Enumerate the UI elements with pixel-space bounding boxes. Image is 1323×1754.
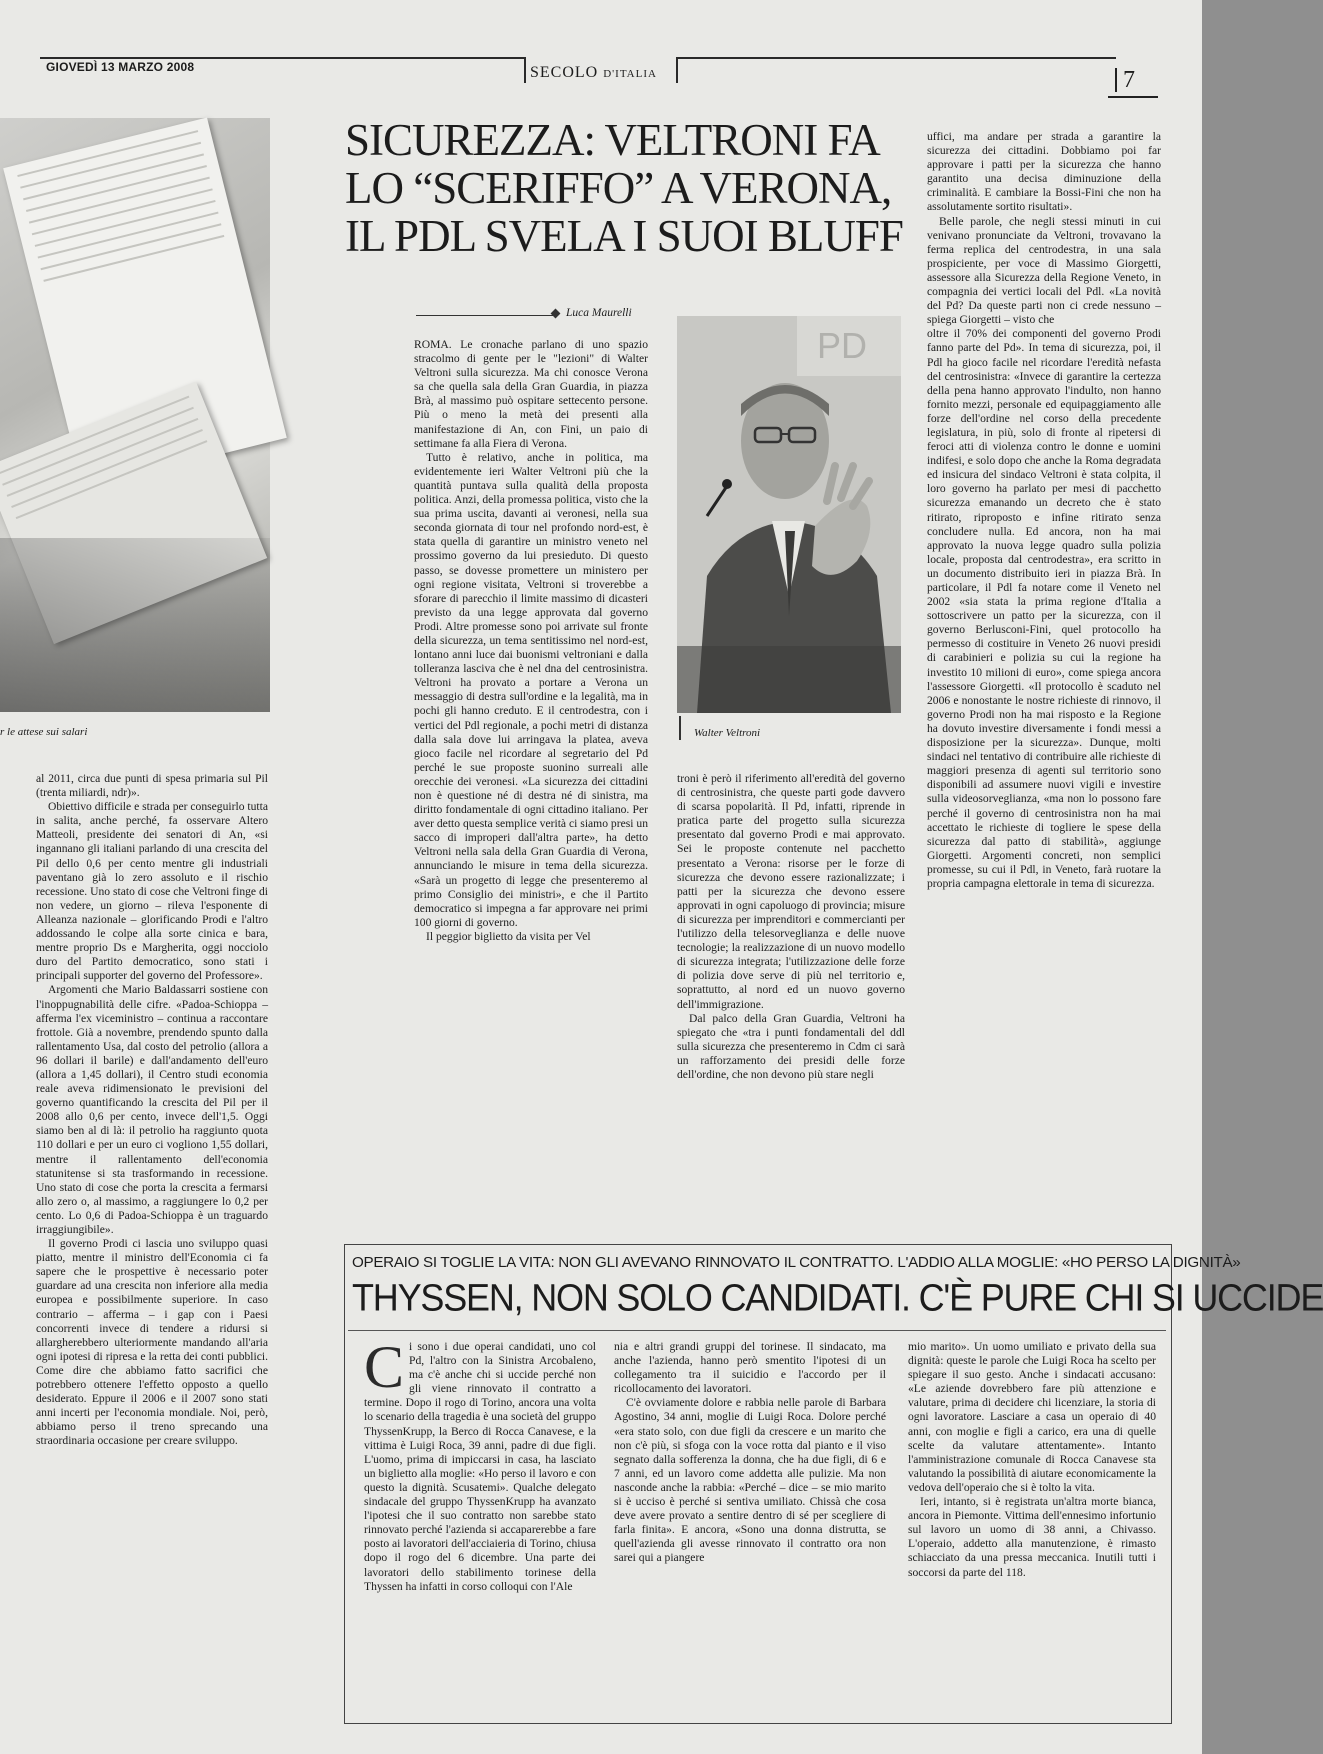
photo-shadow [0,538,270,712]
header-rule-left [40,57,525,59]
portrait-illustration [677,316,901,713]
paragraph: Belle parole, che negli stessi minuti in cui venivano pronunciate da Veltroni, trovavano la ferma replica del centrodestra, in una sala prospiciente, per voce di Massimo Giorgetti, assessore alla Sicurezza della Regione Veneto, in compagnia dei vertici locali del Pdl. «La novità del Pd? Da queste parti non ci crede nessuno – spiega Giorgetti – visto che [927,214,1161,327]
paragraph: troni è però il riferimento all'eredità del governo di centrosinistra, che queste parti gode davvero di scarsa popolarità. Il Pd, infatti, riprende in pratica parte del progetto sulla sicurezza presentato dal governo Prodi e mai approvato. Sei le proposte contenute nel pacchetto presentato a Verona: risorse per le forze di sicurezza che devono essere razionalizzate; i patti per la sicurezza che devono essere approvati in ogni capoluogo di provincia; misure di sicurezza per imprenditori e commercianti per l'utilizzo della telesorveglianza e delle nuove tecnologie; la realizzazione di un nuovo modello di sicurezza integrata; l'utilizzazione delle forze di polizia dove serve di più nel territorio e, soprattutto, al nord ed un nuovo governo dell'immigrazione. [677,772,905,1011]
salary-documents-photo [0,118,270,712]
left-article-column [36,772,268,1742]
page-number: 7 [1115,68,1135,92]
boxed-article-column-1 [364,1334,596,1712]
boxed-article-kicker: OPERAIO SI TOGLIE LA VITA: NON GLI AVEVANO RINNOVATO IL CONTRATTO. L'ADDIO ALLA MOGLIE: «HO PERSO LA DIGNITÀ» [352,1254,1241,1271]
header-divider [524,57,526,83]
svg-text:PD: PD [817,325,868,366]
paragraph: mio marito». Un uomo umiliato e privato della sua dignità: queste le parole che Luigi Roca ha scelto per spiegare il suo gesto. Anche i sindacati accusano: «Le aziende dovrebbero fare più attenzione e valutare, prima di decidere chi licenziare, la storia di ogni lavoratore. Lasciare a casa un operaio di 40 anni, con moglie e figli a carico, era una di quelle scelte da valutare attentamente». Intanto l'amministrazione comunale di Rocca Canavese sta valutando la possibilità di aiutare economicamente la vedova dell'operaio che si è tolto la vita. [908,1340,1156,1494]
byline-diamond-icon [551,309,561,319]
paragraph: C'è ovviamente dolore e rabbia nelle parole di Barbara Agostino, 34 anni, moglie di Luigi Roca. Dolore perché «era stato solo, con due figli da crescere e un marito che non c'è più, si sfoga con la voce rotta dal pianto e il viso segnato dalla sofferenza la donna, che ha due figli, di 6 e 7 anni, ed un lavoro come addetta alle pulizie. Ma non nasconde anche la rabbia: «Perché – dice – se mio marito si è ucciso è perché si sentiva umiliato. Chissà che cosa deve avere provato a sentire dentro di sé per scegliere di farla finita». E ancora, «Sono una donna distrutta, se quell'azienda gli avesse rinnovato il contratto ora non sarei qui a piangere [614,1396,886,1565]
drop-cap: C [364,1334,405,1400]
issue-date: GIOVEDÌ 13 MARZO 2008 [46,60,195,74]
left-photo-caption: r le attese sui salari [0,726,88,738]
newspaper-name-main: SECOLO [530,64,599,81]
paragraph: Obiettivo difficile e strada per conseguirlo tutta in salita, anche perché, fa osservare Altero Matteoli, presidente dei senatori di An, «si ingannano gli italiani parlando di una crescita del Pil dello 0,6 per cento mentre gli industriali paventano già lo zero assoluto e il rischio recessione. Uno stato di cose che Veltroni finge di non vedere, un giorno – rileva l'esponente di Alleanza nazionale – glorificando Prodi e l'altro addossando le colpe alla sorte cinica e bara, mentre proprio Ds e Margherita, oggi nocciolo duro del Partito democratico, sono stati i principali supporter del governo del Professore». [36,800,268,983]
caption-rule [679,716,681,740]
paragraph: i sono i due operai candidati, uno col Pd, l'altro con la Sinistra Arcobaleno, ma c'è anche chi si uccide perché non gli viene rinnovato il contratto a termine. Dopo il rogo di Torino, ancora una volta lo scenario della tragedia è una società del gruppo ThyssenKrupp, la Berco di Rocca Canavese, e la vittima è Luigi Roca, 39 anni, padre di due figli. L'uomo, prima di impiccarsi in casa, ha lasciato un biglietto alla moglie: «Ho perso il lavoro e con questo la dignità. Scusatemi». Qualche delegato sindacale del gruppo ThyssenKrupp ha avanzato l'ipotesi che il suo contratto non sarebbe stato rinnovato perché l'azienda si accaparerebbe a fare posto ai lavoratori dell'acciaieria di Torino, chiusa dopo il rogo del 6 dicembre. Una parte dei lavoratori dello stabilimento torinese della Thyssen ha infatti in corso colloqui con l'Ale [364,1340,596,1593]
paragraph: oltre il 70% dei componenti del governo Prodi fanno parte del Pd». In tema di sicurezza, poi, il Pdl ha gioco facile nel ricordare l'eredità nefasta del centrosinistra: «Invece di garantire la certezza della pena hanno approvato l'indulto, non hanno fornito mezzi, personale ed equipaggiamento alle forze dell'ordine nel corso della precedente legislatura, in più, solo di fronte al ripetersi di feroci atti di violenza contro le donne e uomini indifesi, e solo dopo che anche la Roma degradata ed insicura del sindaco Veltroni è stata colpita, il loro governo ha parlato per mesi di pacchetto sicurezza emanando un decreto che è stato ritirato, riproposto e infine ritirato senza concludere nulla. Ed ancora, non ha mai approvato la nuova legge quadro sulla polizia locale, proposta dal centrodestra», era scritto in un documento distribuito ieri in piazza Brà. In particolare, il Pdl fa notare come il Veneto nel 2002 «sia stata la prima regione d'Italia a sottoscrivere un patto per la sicurezza, con il governo Berlusconi-Fini, quel protocollo ha permesso di costituire in Veneto 26 nuovi presidi di carabinieri e polizia su cui la regione ha investito 10 milioni di euro», come spiega ancora l'assessore Giorgetti. «Il protocollo è scaduto nel 2006 e nonostante le nostre richieste di rinnovo, il governo Prodi non ha mai risposto e la Regione ha dovuto investire diversamente i fondi messi a disposizione per la sicurezza». Dunque, molti sindaci nel tentativo di contribuire alle richieste di maggiori presenza di agenti sul territorio sono disponibili ad assumere nuovi vigili e investire sulla videosorveglianza, «ma non lo possono fare perché il governo di centrosinistra non ha mai accettato le richieste di togliere le spese della sicurezza dal patto di stabilità», aggiunge Giorgetti. Argomenti concreti, non semplici promesse, su cui il Pdl, in Veneto, farà ruotare la propria campagna elettorale in tema di sicurezza. [927,327,1161,890]
article-column-3 [927,130,1161,1180]
veltroni-photo [677,316,901,713]
newspaper-name-suffix: D'ITALIA [603,68,657,80]
page-header [40,52,1170,92]
article-column-2 [677,772,905,1178]
author-name: Luca Maurelli [566,307,632,319]
paragraph: Il governo Prodi ci lascia uno sviluppo quasi piatto, mentre il ministro dell'Economia ci fa sapere che le prospettive è necessario poter guardare ad una crescita non inferiore alla media europea e possibilmente superiore. In caso contrario – afferma – i gap con i Paesi concorrenti invece di tendere a ridursi si allargherebbero ulteriormente mandando all'aria ogni ipotesi di ripresa e la retta dei conti pubblici. Come dire che abbiamo fatto sacrifici che potrebbero ottenere l'effetto opposto a quello desiderato. Eppure il 2006 e il 2007 sono stati anni incerti per l'economia mondiale. Noi, però, abbiamo perso il treno sprecando una straordinaria occasione per creare sviluppo. [36,1237,268,1448]
article-headline: SICUREZZA: VELTRONI FA LO “SCERIFFO” A VERONA, IL PDL SVELA I SUOI BLUFF [345,115,903,261]
paragraph: Dal palco della Gran Guardia, Veltroni ha spiegato che «tra i punti fondamentali del ddl sulla sicurezza che presenteremo in Cdm ci sarà un rafforzamento dei presidi delle forze dell'ordine, che non devono più stare negli [677,1011,905,1081]
header-divider [676,57,678,83]
paragraph: Tutto è relativo, anche in politica, ma evidentemente ieri Walter Veltroni più che la quantità puntava sulla qualità della proposta politica. Anzi, della promessa politica, visto che la sua prima uscita, davanti ai veronesi, nella sua seconda giornata di tour nel profondo nord-est, è stata quella di garantire un ministro veneto nel prossimo governo da lui presieduto. Di questo passo, se dovesse promettere un ministero per ogni regione visitata, Veltroni si troverebbe a sforare di parecchio il limite massimo di dicasteri previsto da una legge approvata dal governo Prodi. Altre promesse sono poi arrivate sul fronte della sicurezza, un tema sentitissimo nel nord-est, lontano anni luce dai buonismi veltroniani e dalla tolleranza lasciva che è nel dna del centrosinistra. Veltroni ha provato a portare a Verona un messaggio di destra sull'ordine e la legalità, ma in pochi gli hanno creduto. E il centrodestra, con i vertici del Pdl regionale, a pochi metri di distanza dalla sala dove lui arringava la platea, aveva gioco facile nel ricordare al segretario del Pd perché le sue proposte suonino surreali alle orecchie dei veronesi. «La sicurezza dei cittadini non è questione né di destra né di sinistra, ma diritto fondamentale di ogni cittadino italiano. Per aver detto questa semplice verità ci siamo presi un sacco di improperi dall'altra parte», ha detto Veltroni nella sala della Gran Guardia di Verona, annunciando le misure in tema della sicurezza. «Sarà un progetto di legge che presenteremo al primo Consiglio dei ministri», e che il Partito democratico si impegna a far approvare nei primi 100 giorni di governo. [414,450,648,929]
paragraph: al 2011, circa due punti di spesa primaria sul Pil (trenta miliardi, ndr)». [36,772,268,800]
paragraph: ROMA. Le cronache parlano di uno spazio stracolmo di gente per le "lezioni" di Walter Veltroni sulla sicurezza. Ma chi conosce Verona sa che quella sala della Gran Guardia, in piazza Brà, al massimo può ospitare settecento persone. Più o meno la metà dei presenti alla manifestazione di An, con Fini, un paio di settimane fa alla Fiera di Verona. [414,338,648,450]
boxed-article-rule [348,1330,1166,1331]
newspaper-name [530,64,657,82]
boxed-article-headline: THYSSEN, NON SOLO CANDIDATI. C'È PURE CHI SI UCCIDE [352,1275,1323,1319]
veltroni-photo-caption: Walter Veltroni [694,727,761,739]
paragraph: Il peggior biglietto da visita per Vel [426,929,591,943]
byline [416,307,648,323]
boxed-article-column-2 [614,1340,886,1712]
byline-rule [416,315,554,316]
header-rule-right [676,57,1116,59]
paragraph: uffici, ma andare per strada a garantire la sicurezza dei cittadini. Dobbiamo poi far approvare i patti per la sicurezza che hanno garantito una decisa diminuzione della criminalità. E cambiare la Bossi-Fini che non ha assolutamente sortito risultati». [927,130,1161,214]
paragraph: Ieri, intanto, si è registrata un'altra morte bianca, ancora in Piemonte. Vittima dell'ennesimo infortunio sul lavoro un uomo di 38 anni, a Chivasso. L'operaio, addetto alla manutenzione, è rimasto schiacciato da una pressa meccanica. Inutili tutti i soccorsi da parte del 118. [908,1495,1156,1579]
boxed-article-column-3 [908,1340,1156,1712]
article-column-1 [414,338,648,1178]
paragraph: nia e altri grandi gruppi del torinese. Il sindacato, ma anche l'azienda, hanno però smentito l'ipotesi di un collegamento tra il suicidio e l'accordo per il ricollocamento dei lavoratori. [614,1340,886,1396]
paragraph: Argomenti che Mario Baldassarri sostiene con l'inoppugnabilità delle cifre. «Padoa-Schioppa – afferma l'ex viceministro – continua a raccontare frottole. Già a novembre, prendendo spunto dalla rallentamento Usa, dal costo del petrolio (allora a 96 dollari il barile) e dall'andamento dell'euro (allora a 1,45 dollari), il Centro studi economia reale aveva ridimensionato le previsioni del governo quantificando la crescita del Pil per il 2008 allo 0,6 per cento, invece dell'1,5. Oggi siamo ben al di là: il petrolio ha raggiunto quota 110 dollari e per un euro ci vogliono 1,55 dollari, mentre il rallentamento dell'economia statunitense si sta trasformando in recessione. Uno stato di cose che porta la crescita a fermarsi allo zero o, al massimo, a raggiungere lo 0,2 per cento. Lo 0,6 di Padoa-Schioppa è un traguardo irraggiungibile». [36,983,268,1236]
